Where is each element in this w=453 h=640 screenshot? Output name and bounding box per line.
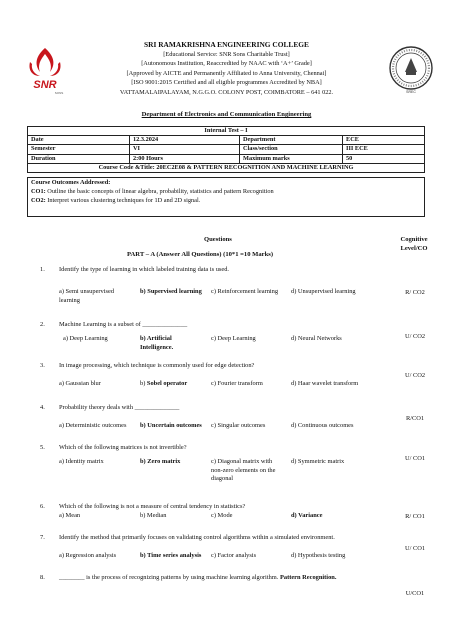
college-header bbox=[0, 40, 453, 98]
q3-option-c: c) Fourier transform bbox=[211, 380, 263, 387]
q7-option-a: a) Regression analysis bbox=[59, 552, 117, 559]
part-a-heading: PART – A (Answer All Questions) (10*1 =10 Marks) bbox=[127, 251, 274, 258]
semester-label: Semester bbox=[28, 145, 130, 154]
department-value: ECE bbox=[343, 136, 425, 145]
q6-option-d: d) Variance bbox=[291, 512, 323, 519]
college-name: SRI RAMAKRISHNA ENGINEERING COLLEGE bbox=[144, 40, 309, 49]
q1-option-c: c) Reinforcement learning bbox=[211, 288, 279, 295]
q4-option-c: c) Singular outcomes bbox=[211, 422, 266, 429]
logo-left-text: SNR bbox=[33, 79, 57, 91]
q2-option-b: b) Artificial Intelligence. bbox=[140, 335, 174, 351]
date-value: 12.3.2024 bbox=[130, 136, 240, 145]
exam-info-table bbox=[27, 126, 425, 173]
header-line-2: [Autonomous Institution, Reaccredited by NAAC with ‘A+’ Grade] bbox=[141, 60, 312, 68]
q7-number: 7. bbox=[40, 534, 45, 541]
co2-line bbox=[31, 196, 421, 205]
q3-text: In image processing, which technique is commonly used for edge detection? bbox=[59, 362, 255, 369]
header-line-1: [Educational Service: SNR Sons Charitable Trust] bbox=[163, 50, 290, 58]
q4-option-a: a) Deterministic outcomes bbox=[59, 422, 127, 429]
q3-option-b: b) Sobel operator bbox=[140, 380, 188, 387]
header-line-5: VATTAMALAIPALAYAM, N.G.G.O. COLONY POST, COIMBATORE – 641 022. bbox=[119, 88, 334, 96]
class-value: III ECE bbox=[343, 145, 425, 154]
q2-option-d: d) Neural Networks bbox=[291, 335, 342, 342]
max-marks-value: 50 bbox=[343, 154, 425, 163]
q4-co: R/CO1 bbox=[405, 415, 425, 422]
q3-option-a: a) Gaussian blur bbox=[59, 380, 101, 387]
q2-text: Machine Learning is a subset of ______________ bbox=[59, 321, 188, 328]
q3-co: U/ CO2 bbox=[404, 372, 426, 379]
q4-number: 4. bbox=[40, 404, 45, 411]
q4-option-b: b) Uncertain outcomes bbox=[140, 422, 202, 429]
outcomes-heading: Course Outcomes Addressed: bbox=[31, 179, 111, 186]
department-title: Department of Electronics and Communication Engineering bbox=[141, 111, 312, 118]
q6-option-c: c) Mode bbox=[211, 512, 233, 519]
cognitive-heading bbox=[392, 236, 436, 253]
q1-option-b: b) Supervised learning bbox=[140, 288, 202, 295]
q3-option-b-text: Sobel operator bbox=[146, 380, 188, 387]
q4-option-d: d) Continuous outcomes bbox=[291, 422, 354, 429]
q1-number: 1. bbox=[40, 266, 45, 273]
q2-co: U/ CO2 bbox=[404, 333, 426, 340]
class-label: Class/section bbox=[240, 145, 343, 154]
q8-answer: Pattern Recognition. bbox=[278, 574, 337, 581]
q6-option-b: b) Median bbox=[140, 512, 167, 519]
cognitive-label-2: Level/CO bbox=[400, 244, 428, 252]
q5-number: 5. bbox=[40, 444, 45, 451]
q5-option-b: b) Zero matrix bbox=[140, 458, 181, 465]
duration-value: 2:00 Hours bbox=[130, 154, 240, 163]
q7-option-c: c) Factor analysis bbox=[211, 552, 257, 559]
q8-text: ________ is the process of recognizing patterns by using machine learning algorithm. bbox=[59, 574, 279, 581]
q1-text: Identify the type of learning in which labeled training data is used. bbox=[59, 266, 230, 273]
header-line-3: [Approved by AICTE and Permanently Affiliated to Anna University, Chennai] bbox=[126, 69, 327, 77]
q8-text-block bbox=[59, 574, 394, 582]
co1-label: CO1: bbox=[31, 188, 46, 195]
q6-option-a: a) Mean bbox=[59, 512, 81, 519]
course-outcomes-box bbox=[27, 177, 425, 217]
q5-text: Which of the following matrices is not invertible? bbox=[59, 444, 187, 451]
test-name: Internal Test – I bbox=[28, 127, 425, 136]
semester-value: VI bbox=[130, 145, 240, 154]
q2-option-c: c) Deep Learning bbox=[211, 335, 256, 342]
q7-text: Identify the method that primarily focuses on validating control algorithms within a simulated environment. bbox=[59, 534, 335, 541]
questions-heading: Questions bbox=[204, 236, 232, 243]
co1-text: Outline the basic concepts of linear algebra, probability, statistics and pattern Recognition bbox=[45, 188, 274, 195]
q6-text: Which of the following is not a measure of central tendency in statistics? bbox=[59, 503, 246, 510]
logo-left-sub: SONS bbox=[54, 91, 64, 95]
q7-option-d: d) Hypothesis testing bbox=[291, 552, 346, 559]
co1-line bbox=[31, 187, 421, 196]
q6-number: 6. bbox=[40, 503, 45, 510]
q8-number: 8. bbox=[40, 574, 45, 581]
department-label: Department bbox=[240, 136, 343, 145]
header-line-4: [ISO 9001:2015 Certified and all eligible programmes Accredited by NBA] bbox=[131, 79, 322, 87]
q2-number: 2. bbox=[40, 321, 45, 328]
q5-option-d: d) Symmetric matrix bbox=[291, 458, 345, 465]
q1-option-a: a) Semi unsupervised learning bbox=[59, 288, 115, 304]
duration-label: Duration bbox=[28, 154, 130, 163]
q7-option-b: b) Time series analysis bbox=[140, 552, 202, 559]
date-label: Date bbox=[28, 136, 130, 145]
q6-co: R/ CO1 bbox=[405, 513, 425, 520]
logo-right-text: SREC bbox=[406, 90, 416, 94]
q3-number: 3. bbox=[40, 362, 45, 369]
co2-label: CO2: bbox=[31, 197, 46, 204]
q5-option-a: a) Identity matrix bbox=[59, 458, 104, 465]
q2-option-a: a) Deep Learning bbox=[63, 335, 108, 342]
q8-co: U/CO1 bbox=[405, 590, 425, 597]
cognitive-label-1: Cognitive bbox=[400, 236, 428, 243]
max-marks-label: Maximum marks bbox=[240, 154, 343, 163]
q4-text: Probability theory deals with ______________ bbox=[59, 404, 180, 411]
co2-text: Interpret various clustering techniques for 1D and 2D signal. bbox=[45, 197, 201, 204]
q3-option-d: d) Haar wavelet transform bbox=[291, 380, 359, 387]
q5-option-c: c) Diagonal matrix with non-zero elements on the diagonal bbox=[211, 458, 276, 482]
q1-co: R/ CO2 bbox=[405, 289, 425, 296]
q1-option-d: d) Unsupervised learning bbox=[291, 288, 356, 295]
course-title: Course Code &Title: 20EC2E08 & PATTERN RECOGNITION AND MACHINE LEARNING bbox=[28, 163, 425, 172]
q7-co: U/ CO1 bbox=[404, 545, 426, 552]
q5-co: U/ CO1 bbox=[404, 455, 426, 462]
